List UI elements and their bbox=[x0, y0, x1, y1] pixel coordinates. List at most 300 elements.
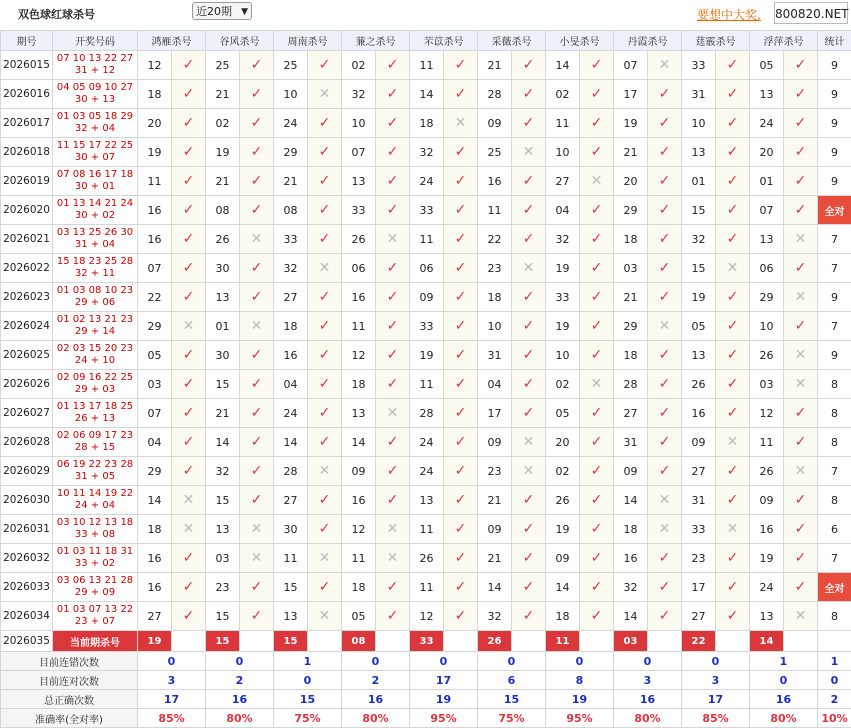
kill-number: 18 bbox=[274, 312, 308, 341]
check-icon: ✓ bbox=[444, 515, 478, 544]
check-icon: ✓ bbox=[172, 370, 206, 399]
table-row bbox=[1, 457, 851, 486]
kill-number: 11 bbox=[410, 515, 444, 544]
hit-count: 7 bbox=[818, 254, 851, 283]
column-header: 莛霰杀号 bbox=[682, 31, 750, 51]
draw-line: 01 13 17 18 25 bbox=[53, 401, 137, 413]
kill-number: 26 bbox=[546, 486, 580, 515]
kill-number: 29 bbox=[138, 457, 172, 486]
hit-count: 8 bbox=[818, 370, 851, 399]
kill-number: 11 bbox=[410, 51, 444, 80]
stats-value: 6 bbox=[478, 671, 546, 690]
kill-number: 20 bbox=[750, 138, 784, 167]
stats-value: 16 bbox=[750, 690, 818, 709]
kill-number: 16 bbox=[614, 544, 648, 573]
period-select[interactable] bbox=[192, 2, 252, 20]
check-icon: ✓ bbox=[648, 428, 682, 457]
kill-number: 21 bbox=[614, 283, 648, 312]
check-icon: ✓ bbox=[308, 370, 342, 399]
check-icon: ✓ bbox=[716, 341, 750, 370]
check-icon: ✓ bbox=[240, 486, 274, 515]
check-icon: ✓ bbox=[240, 341, 274, 370]
kill-number: 03 bbox=[138, 370, 172, 399]
kill-number: 26 bbox=[410, 544, 444, 573]
check-icon: ✓ bbox=[648, 602, 682, 631]
check-icon: ✓ bbox=[376, 312, 410, 341]
check-icon: ✓ bbox=[308, 515, 342, 544]
kill-number: 09 bbox=[410, 283, 444, 312]
stats-value: 95% bbox=[410, 709, 478, 728]
kill-number: 17 bbox=[614, 80, 648, 109]
kill-number: 14 bbox=[478, 573, 512, 602]
kill-number: 04 bbox=[274, 370, 308, 399]
stats-value: 15 bbox=[274, 690, 342, 709]
draw-line: 23 + 07 bbox=[53, 616, 137, 628]
table-row bbox=[1, 109, 851, 138]
column-header: 丹霞杀号 bbox=[614, 31, 682, 51]
empty-cell bbox=[716, 631, 750, 652]
current-kill-number: 33 bbox=[410, 631, 444, 652]
check-icon: ✓ bbox=[580, 457, 614, 486]
kill-number: 09 bbox=[750, 486, 784, 515]
kill-number: 20 bbox=[546, 428, 580, 457]
kill-number: 07 bbox=[138, 399, 172, 428]
check-icon: ✓ bbox=[784, 109, 818, 138]
cross-icon: ✕ bbox=[648, 312, 682, 341]
issue-number: 2026035 bbox=[1, 631, 53, 652]
cross-icon: ✕ bbox=[172, 312, 206, 341]
kill-number: 27 bbox=[546, 167, 580, 196]
check-icon: ✓ bbox=[784, 51, 818, 80]
kill-number: 03 bbox=[206, 544, 240, 573]
draw-line: 32 + 04 bbox=[53, 123, 137, 135]
check-icon: ✓ bbox=[716, 312, 750, 341]
check-icon: ✓ bbox=[444, 254, 478, 283]
stats-value: 0 bbox=[410, 652, 478, 671]
kill-number: 19 bbox=[546, 312, 580, 341]
issue-number: 2026025 bbox=[1, 341, 53, 370]
hit-count: 9 bbox=[818, 341, 851, 370]
cross-icon: ✕ bbox=[580, 167, 614, 196]
kill-number: 31 bbox=[682, 80, 716, 109]
kill-number: 30 bbox=[206, 341, 240, 370]
kill-number: 03 bbox=[614, 254, 648, 283]
kill-number: 25 bbox=[274, 51, 308, 80]
kill-number: 16 bbox=[342, 283, 376, 312]
cross-icon: ✕ bbox=[444, 109, 478, 138]
check-icon: ✓ bbox=[648, 341, 682, 370]
kill-number: 29 bbox=[614, 312, 648, 341]
check-icon: ✓ bbox=[376, 109, 410, 138]
kill-number: 14 bbox=[410, 80, 444, 109]
check-icon: ✓ bbox=[376, 138, 410, 167]
kill-number: 18 bbox=[342, 370, 376, 399]
check-icon: ✓ bbox=[648, 225, 682, 254]
check-icon: ✓ bbox=[444, 225, 478, 254]
hit-count: 8 bbox=[818, 602, 851, 631]
stats-value: 0 bbox=[274, 671, 342, 690]
kill-number: 01 bbox=[682, 167, 716, 196]
check-icon: ✓ bbox=[172, 602, 206, 631]
check-icon: ✓ bbox=[172, 167, 206, 196]
cross-icon: ✕ bbox=[376, 399, 410, 428]
kill-number: 16 bbox=[274, 341, 308, 370]
hit-count: 9 bbox=[818, 167, 851, 196]
draw-line: 26 + 13 bbox=[53, 413, 137, 425]
draw-numbers bbox=[53, 254, 138, 283]
stats-value: 80% bbox=[614, 709, 682, 728]
cross-icon: ✕ bbox=[784, 602, 818, 631]
site-name: 800820.NET bbox=[774, 2, 848, 24]
kill-number: 11 bbox=[410, 225, 444, 254]
column-header: 统计 bbox=[818, 31, 851, 51]
kill-number: 11 bbox=[274, 544, 308, 573]
draw-line: 29 + 03 bbox=[53, 384, 137, 396]
check-icon: ✓ bbox=[512, 167, 546, 196]
kill-number: 27 bbox=[274, 486, 308, 515]
hit-count: 6 bbox=[818, 515, 851, 544]
kill-number: 18 bbox=[138, 80, 172, 109]
check-icon: ✓ bbox=[716, 51, 750, 80]
kill-number: 27 bbox=[138, 602, 172, 631]
hit-count: 9 bbox=[818, 109, 851, 138]
check-icon: ✓ bbox=[512, 341, 546, 370]
draw-line: 01 13 14 21 24 bbox=[53, 198, 137, 210]
empty-cell bbox=[580, 631, 614, 652]
draw-line: 01 03 08 10 23 bbox=[53, 285, 137, 297]
check-icon: ✓ bbox=[648, 399, 682, 428]
kill-number: 11 bbox=[478, 196, 512, 225]
check-icon: ✓ bbox=[716, 486, 750, 515]
cross-icon: ✕ bbox=[512, 457, 546, 486]
kill-number: 13 bbox=[750, 602, 784, 631]
check-icon: ✓ bbox=[240, 138, 274, 167]
stats-value: 1 bbox=[818, 652, 851, 671]
check-icon: ✓ bbox=[580, 312, 614, 341]
issue-number: 2026018 bbox=[1, 138, 53, 167]
kill-number: 12 bbox=[138, 51, 172, 80]
check-icon: ✓ bbox=[444, 399, 478, 428]
check-icon: ✓ bbox=[648, 167, 682, 196]
draw-line: 07 08 16 17 18 bbox=[53, 169, 137, 181]
stats-value: 0 bbox=[818, 671, 851, 690]
kill-number: 11 bbox=[342, 544, 376, 573]
check-icon: ✓ bbox=[376, 254, 410, 283]
stats-value: 3 bbox=[614, 671, 682, 690]
draw-line: 31 + 05 bbox=[53, 471, 137, 483]
check-icon: ✓ bbox=[308, 486, 342, 515]
kill-number: 33 bbox=[410, 196, 444, 225]
kill-number: 02 bbox=[546, 370, 580, 399]
check-icon: ✓ bbox=[240, 602, 274, 631]
kill-number: 13 bbox=[342, 167, 376, 196]
check-icon: ✓ bbox=[784, 254, 818, 283]
kill-number: 16 bbox=[138, 544, 172, 573]
check-icon: ✓ bbox=[240, 457, 274, 486]
kill-number: 12 bbox=[410, 602, 444, 631]
check-icon: ✓ bbox=[308, 312, 342, 341]
kill-number: 18 bbox=[478, 283, 512, 312]
kill-number: 27 bbox=[682, 602, 716, 631]
kill-number: 11 bbox=[410, 370, 444, 399]
kill-number: 14 bbox=[614, 602, 648, 631]
check-icon: ✓ bbox=[512, 573, 546, 602]
kill-number: 20 bbox=[614, 167, 648, 196]
cross-icon: ✕ bbox=[240, 225, 274, 254]
check-icon: ✓ bbox=[444, 51, 478, 80]
kill-number: 28 bbox=[410, 399, 444, 428]
kill-number: 10 bbox=[274, 80, 308, 109]
kill-number: 13 bbox=[682, 341, 716, 370]
check-icon: ✓ bbox=[376, 486, 410, 515]
check-icon: ✓ bbox=[580, 428, 614, 457]
stats-value: 19 bbox=[410, 690, 478, 709]
draw-numbers bbox=[53, 138, 138, 167]
check-icon: ✓ bbox=[580, 109, 614, 138]
check-icon: ✓ bbox=[376, 283, 410, 312]
kill-number: 11 bbox=[750, 428, 784, 457]
issue-number: 2026021 bbox=[1, 225, 53, 254]
kill-number: 15 bbox=[206, 486, 240, 515]
check-icon: ✓ bbox=[376, 602, 410, 631]
kill-number: 32 bbox=[410, 138, 444, 167]
check-icon: ✓ bbox=[716, 80, 750, 109]
check-icon: ✓ bbox=[444, 138, 478, 167]
issue-number: 2026015 bbox=[1, 51, 53, 80]
draw-line: 28 + 15 bbox=[53, 442, 137, 454]
kill-number: 28 bbox=[274, 457, 308, 486]
check-icon: ✓ bbox=[716, 457, 750, 486]
hit-count: 7 bbox=[818, 457, 851, 486]
table-row bbox=[1, 312, 851, 341]
check-icon: ✓ bbox=[580, 254, 614, 283]
kill-number: 27 bbox=[682, 457, 716, 486]
kill-number: 16 bbox=[138, 573, 172, 602]
check-icon: ✓ bbox=[444, 457, 478, 486]
check-icon: ✓ bbox=[512, 51, 546, 80]
kill-number: 02 bbox=[546, 80, 580, 109]
kill-number: 19 bbox=[750, 544, 784, 573]
check-icon: ✓ bbox=[716, 196, 750, 225]
check-icon: ✓ bbox=[784, 138, 818, 167]
kill-number: 05 bbox=[342, 602, 376, 631]
check-icon: ✓ bbox=[512, 370, 546, 399]
kill-table bbox=[0, 30, 851, 728]
column-header: 鸿雁杀号 bbox=[138, 31, 206, 51]
check-icon: ✓ bbox=[580, 196, 614, 225]
kill-number: 13 bbox=[206, 515, 240, 544]
check-icon: ✓ bbox=[512, 196, 546, 225]
draw-line: 03 06 13 21 28 bbox=[53, 575, 137, 587]
cross-icon: ✕ bbox=[716, 515, 750, 544]
check-icon: ✓ bbox=[240, 399, 274, 428]
draw-line: 24 + 10 bbox=[53, 355, 137, 367]
kill-number: 26 bbox=[682, 370, 716, 399]
check-icon: ✓ bbox=[512, 283, 546, 312]
column-header: 小旻杀号 bbox=[546, 31, 614, 51]
draw-line: 30 + 02 bbox=[53, 210, 137, 222]
check-icon: ✓ bbox=[716, 109, 750, 138]
draw-line: 29 + 09 bbox=[53, 587, 137, 599]
period-value: 近20期 bbox=[196, 5, 232, 18]
column-header: 开奖号码 bbox=[53, 31, 138, 51]
draw-line: 03 10 12 13 18 bbox=[53, 517, 137, 529]
check-icon: ✓ bbox=[512, 225, 546, 254]
draw-line: 31 + 12 bbox=[53, 65, 137, 77]
check-icon: ✓ bbox=[172, 51, 206, 80]
issue-number: 2026023 bbox=[1, 283, 53, 312]
check-icon: ✓ bbox=[784, 428, 818, 457]
check-icon: ✓ bbox=[512, 602, 546, 631]
cross-icon: ✕ bbox=[376, 225, 410, 254]
kill-number: 19 bbox=[546, 515, 580, 544]
empty-cell bbox=[444, 631, 478, 652]
draw-line: 01 03 11 18 31 bbox=[53, 546, 137, 558]
draw-line: 06 19 22 23 28 bbox=[53, 459, 137, 471]
draw-numbers bbox=[53, 544, 138, 573]
kill-number: 26 bbox=[750, 341, 784, 370]
column-header: 采薇杀号 bbox=[478, 31, 546, 51]
kill-number: 33 bbox=[342, 196, 376, 225]
check-icon: ✓ bbox=[376, 457, 410, 486]
kill-number: 18 bbox=[614, 225, 648, 254]
empty-cell bbox=[172, 631, 206, 652]
stats-row bbox=[1, 690, 851, 709]
check-icon: ✓ bbox=[784, 573, 818, 602]
table-row bbox=[1, 370, 851, 399]
draw-numbers bbox=[53, 602, 138, 631]
check-icon: ✓ bbox=[240, 283, 274, 312]
issue-number: 2026017 bbox=[1, 109, 53, 138]
draw-numbers bbox=[53, 167, 138, 196]
kill-number: 26 bbox=[206, 225, 240, 254]
current-kill-number: 03 bbox=[614, 631, 648, 652]
draw-numbers bbox=[53, 428, 138, 457]
cross-icon: ✕ bbox=[648, 486, 682, 515]
kill-number: 33 bbox=[682, 51, 716, 80]
check-icon: ✓ bbox=[444, 196, 478, 225]
cross-icon: ✕ bbox=[512, 254, 546, 283]
current-kill-number: 08 bbox=[342, 631, 376, 652]
check-icon: ✓ bbox=[240, 573, 274, 602]
kill-number: 11 bbox=[546, 109, 580, 138]
kill-number: 02 bbox=[546, 457, 580, 486]
hit-count: 8 bbox=[818, 399, 851, 428]
table-row bbox=[1, 138, 851, 167]
kill-number: 14 bbox=[342, 428, 376, 457]
kill-number: 05 bbox=[138, 341, 172, 370]
draw-numbers bbox=[53, 312, 138, 341]
hit-count: 7 bbox=[818, 544, 851, 573]
kill-number: 29 bbox=[614, 196, 648, 225]
kill-number: 06 bbox=[750, 254, 784, 283]
cross-icon: ✕ bbox=[240, 312, 274, 341]
table-row bbox=[1, 602, 851, 631]
column-header: 蒹之杀号 bbox=[342, 31, 410, 51]
kill-number: 32 bbox=[274, 254, 308, 283]
draw-line: 01 03 07 13 22 bbox=[53, 604, 137, 616]
hit-count: 全对 bbox=[818, 573, 851, 602]
stats-value: 3 bbox=[682, 671, 750, 690]
kill-number: 06 bbox=[410, 254, 444, 283]
kill-number: 18 bbox=[614, 515, 648, 544]
check-icon: ✓ bbox=[648, 80, 682, 109]
kill-number: 16 bbox=[138, 196, 172, 225]
check-icon: ✓ bbox=[444, 573, 478, 602]
kill-number: 33 bbox=[274, 225, 308, 254]
check-icon: ✓ bbox=[512, 515, 546, 544]
check-icon: ✓ bbox=[716, 225, 750, 254]
check-icon: ✓ bbox=[376, 51, 410, 80]
check-icon: ✓ bbox=[172, 283, 206, 312]
check-icon: ✓ bbox=[172, 225, 206, 254]
check-icon: ✓ bbox=[580, 138, 614, 167]
kill-number: 19 bbox=[206, 138, 240, 167]
check-icon: ✓ bbox=[580, 51, 614, 80]
check-icon: ✓ bbox=[512, 399, 546, 428]
hit-count: 7 bbox=[818, 312, 851, 341]
kill-number: 32 bbox=[682, 225, 716, 254]
kill-number: 05 bbox=[682, 312, 716, 341]
check-icon: ✓ bbox=[444, 80, 478, 109]
cross-icon: ✕ bbox=[240, 515, 274, 544]
stats-label: 目前连对次数 bbox=[1, 671, 138, 690]
hit-count: 9 bbox=[818, 51, 851, 80]
kill-number: 30 bbox=[206, 254, 240, 283]
stats-value: 2 bbox=[342, 671, 410, 690]
stats-value: 2 bbox=[206, 671, 274, 690]
draw-line: 10 11 14 19 22 bbox=[53, 488, 137, 500]
cross-icon: ✕ bbox=[172, 515, 206, 544]
table-row bbox=[1, 544, 851, 573]
check-icon: ✓ bbox=[172, 341, 206, 370]
kill-number: 16 bbox=[478, 167, 512, 196]
table-row bbox=[1, 225, 851, 254]
stats-value: 1 bbox=[750, 652, 818, 671]
table-row bbox=[1, 486, 851, 515]
table-row bbox=[1, 167, 851, 196]
kill-number: 21 bbox=[206, 80, 240, 109]
empty-cell bbox=[376, 631, 410, 652]
check-icon: ✓ bbox=[716, 370, 750, 399]
check-icon: ✓ bbox=[444, 370, 478, 399]
promo-link[interactable]: 要想中大奖, bbox=[697, 6, 761, 23]
issue-number: 2026034 bbox=[1, 602, 53, 631]
check-icon: ✓ bbox=[444, 544, 478, 573]
kill-number: 25 bbox=[478, 138, 512, 167]
cross-icon: ✕ bbox=[376, 544, 410, 573]
kill-number: 24 bbox=[274, 399, 308, 428]
check-icon: ✓ bbox=[784, 80, 818, 109]
kill-number: 26 bbox=[342, 225, 376, 254]
kill-number: 31 bbox=[682, 486, 716, 515]
kill-number: 08 bbox=[274, 196, 308, 225]
kill-number: 21 bbox=[478, 486, 512, 515]
kill-number: 22 bbox=[478, 225, 512, 254]
empty-cell bbox=[784, 631, 818, 652]
column-header: 芣苡杀号 bbox=[410, 31, 478, 51]
stats-value: 75% bbox=[274, 709, 342, 728]
check-icon: ✓ bbox=[376, 196, 410, 225]
current-kill-number: 19 bbox=[138, 631, 172, 652]
kill-number: 13 bbox=[274, 602, 308, 631]
hit-count: 8 bbox=[818, 428, 851, 457]
column-header: 谷风杀号 bbox=[206, 31, 274, 51]
kill-number: 24 bbox=[750, 573, 784, 602]
kill-number: 18 bbox=[138, 515, 172, 544]
hit-count: 7 bbox=[818, 225, 851, 254]
kill-number: 21 bbox=[274, 167, 308, 196]
